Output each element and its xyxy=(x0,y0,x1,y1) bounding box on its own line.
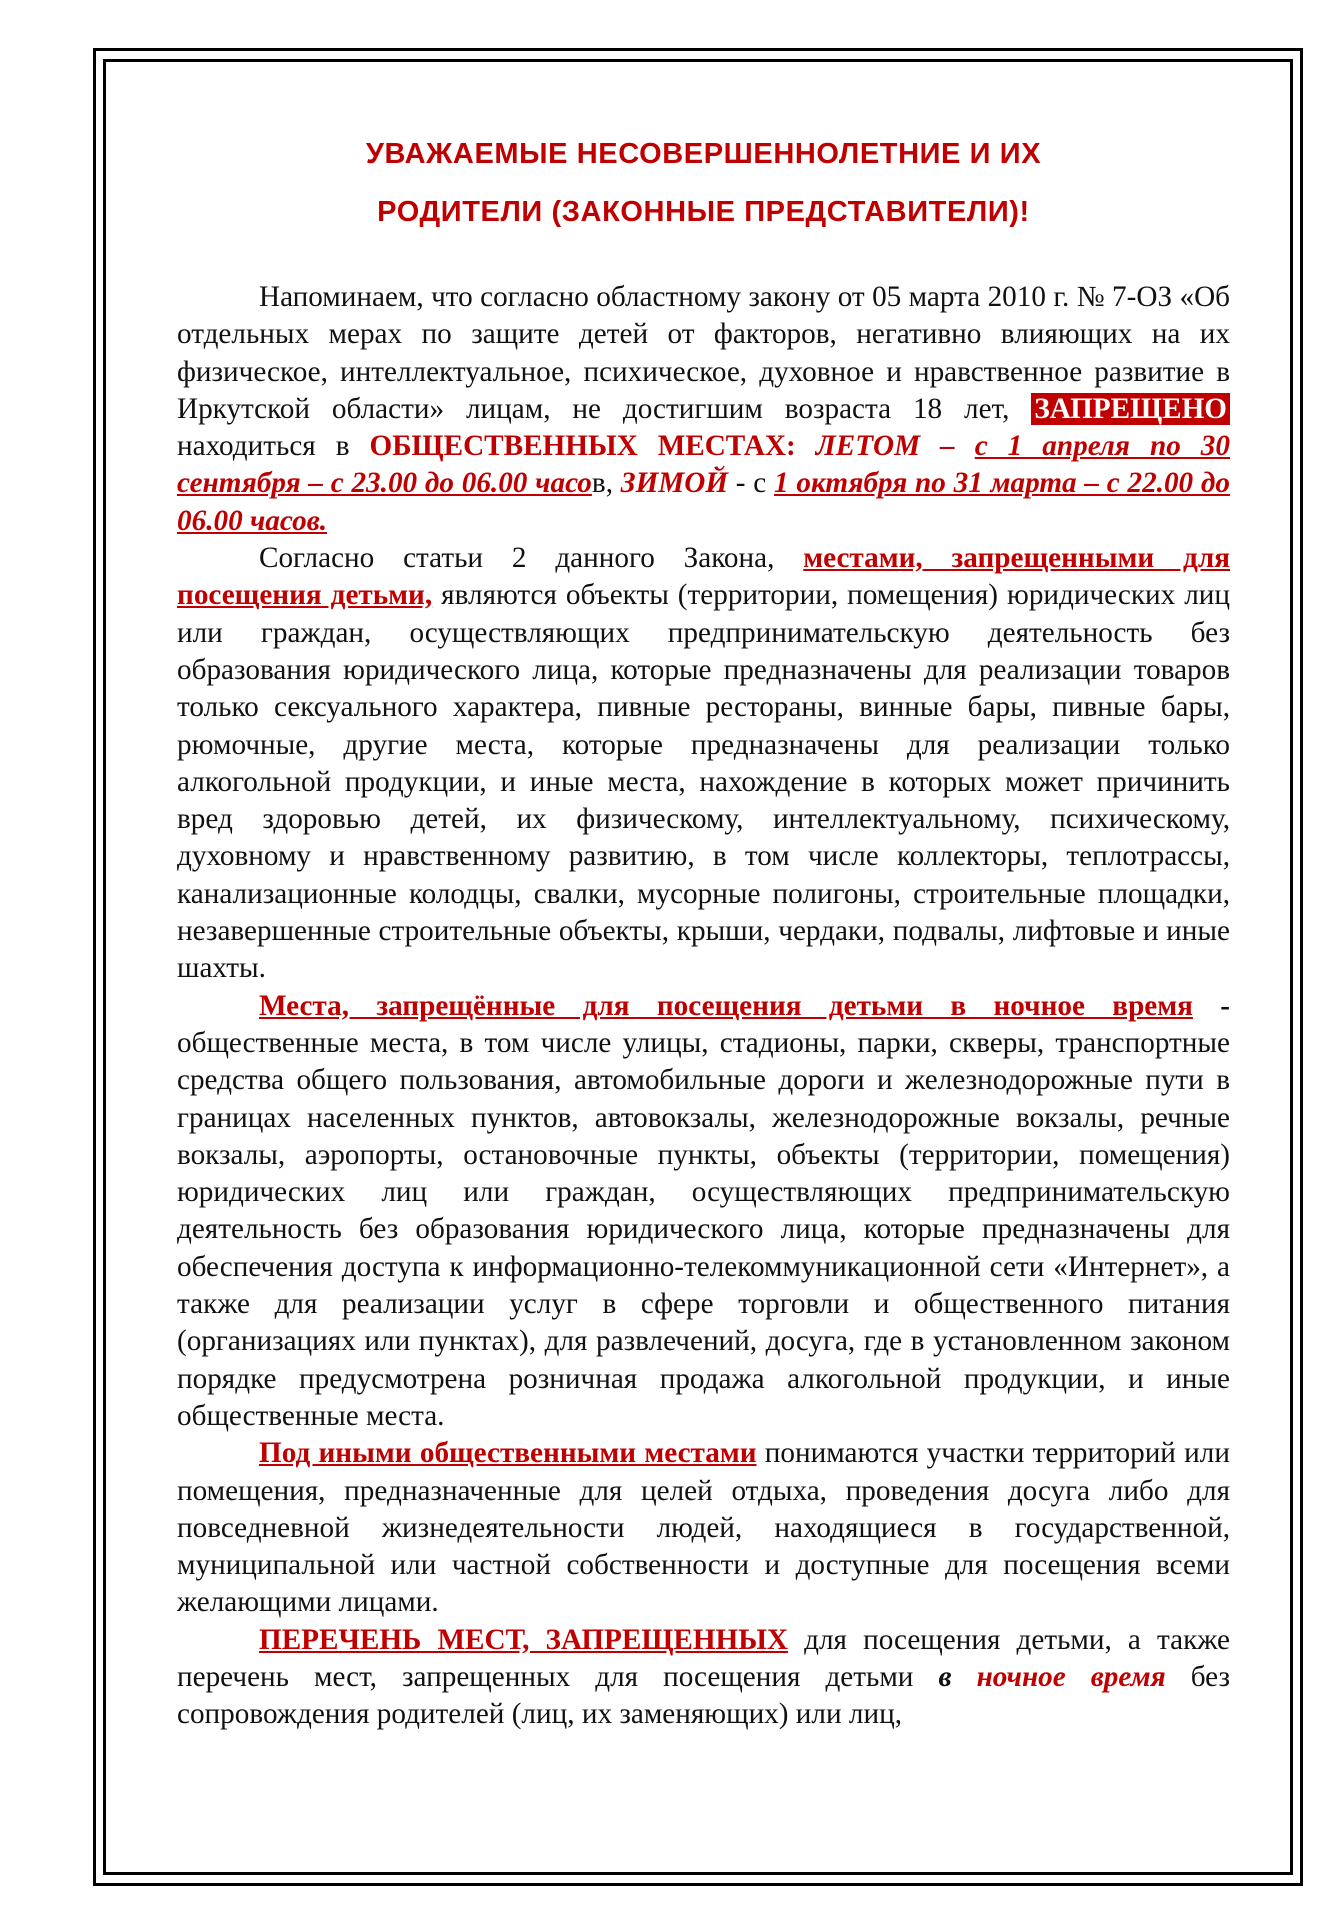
list-heading: ПЕРЕЧЕНЬ МЕСТ, ЗАПРЕЩЕННЫХ xyxy=(259,1623,788,1656)
forbidden-places-heading: местами, запрещенными для посещения детьми, xyxy=(177,542,1230,612)
night-places-heading: Места, запрещённые для посещения детьми в ночное время xyxy=(259,989,1193,1022)
document-body xyxy=(177,125,1230,1734)
winter-from: - с xyxy=(728,467,774,500)
other-public-places-text: понимаются участки территорий или помещения, предназначенные для целей отдыха, проведения досуга либо для повседневной жизнедеятельности людей, находящиеся в государственной, муниципальной или частной собственности и доступные для посещения всеми желающими лицами. xyxy=(177,1437,1230,1619)
summer-suffix: в, xyxy=(591,467,621,500)
spacer-text xyxy=(796,430,816,462)
document-title xyxy=(177,125,1230,241)
paragraph-forbidden-places xyxy=(177,540,1230,988)
title-line-2: РОДИТЕЛИ (ЗАКОННЫЕ ПРЕДСТАВИТЕЛИ)! xyxy=(377,196,1030,228)
stay-text: находиться в xyxy=(177,430,370,463)
paragraph-night-places xyxy=(177,988,1230,1436)
in-word: в xyxy=(938,1660,952,1693)
spacer-text-2 xyxy=(952,1661,977,1693)
list-text-1: для посещения детьми, а также перечень мест, запрещенных для посещения детьми xyxy=(177,1623,1230,1693)
article-intro: Согласно статьи 2 данного Закона, xyxy=(259,542,804,575)
summer-dash: – xyxy=(920,430,975,463)
summer-label: ЛЕТОМ xyxy=(815,430,921,463)
night-places-dash: - xyxy=(1192,989,1230,1022)
night-places-text: общественные места, в том числе улицы, стадионы, парки, скверы, транспортные средства общего пользования, автомобильные дороги и железнодорожные пути в границах населенных пунктов, автовокзалы, железнодорожные вокзалы, речные вокзалы, аэропорты, остановочные пункты, объекты (территории, помещения) юридических лиц или граждан, осуществляющих предпринимательскую деятельность без образования юридического лица, которые предназначены для обеспечения доступа к информационно-телекоммуникационной сети «Интернет», а также для реализации услуг в сфере торговли и общественного питания (организациях или пунктах), для развлечений, досуга, где в установленном законом порядке предусмотрена розничная продажа алкогольной продукции, и иные общественные места. xyxy=(177,1026,1230,1432)
list-text-2: без сопровождения родителей (лиц, их заменяющих) или лиц, xyxy=(177,1660,1231,1731)
winter-period: 1 октября по 31 марта – с 22.00 до 06.00 часов. xyxy=(177,467,1230,537)
forbidden-places-text: являются объекты (территории, помещения) юридических лиц или граждан, осуществляющих предпринимательскую деятельность без образования юридического лица, которые предназначены для реализации товаров только сексуального характера, пивные рестораны, винные бары, пивные бары, рюмочные, другие места, которые предназначены для реализации только алкогольной продукции, и иные места, нахождение в которых может причинить вред здоровью детей, их физическому, интеллектуальному, психическому, духовному и нравственному развитию, в том числе коллекторы, теплотрассы, канализационные колодцы, свалки, мусорные полигоны, строительные площадки, незавершенные строительные объекты, крыши, чердаки, подвалы, лифтовые и иные шахты. xyxy=(177,579,1231,985)
other-public-places-heading: Под иными общественными местами xyxy=(259,1437,757,1470)
summer-period: с 1 апреля по 30 сентября – с 23.00 до 06.00 часо xyxy=(177,430,1230,500)
paragraph-other-public-places xyxy=(177,1435,1230,1621)
title-line-1: УВАЖАЕМЫЕ НЕСОВЕРШЕННОЛЕТНИЕ И ИХ xyxy=(365,138,1042,170)
law-intro-text: Напоминаем, что согласно областному закону от 05 марта 2010 г. № 7-ОЗ «Об отдельных мерах по защите детей от факторов, негативно влияющих на их физическое, интеллектуальное, психическое, духовное и нравственное развитие в Иркутской области» лицам, не достигшим возраста 18 лет, xyxy=(177,281,1230,425)
paragraph-list-of-places xyxy=(177,1622,1230,1734)
winter-label: ЗИМОЙ xyxy=(620,467,729,500)
public-places-label: ОБЩЕСТВЕННЫХ МЕСТАХ: xyxy=(369,430,796,463)
forbidden-badge: ЗАПРЕЩЕНО xyxy=(1031,393,1230,425)
paragraph-law-reminder xyxy=(177,279,1230,540)
night-time-label: ночное время xyxy=(976,1660,1166,1693)
